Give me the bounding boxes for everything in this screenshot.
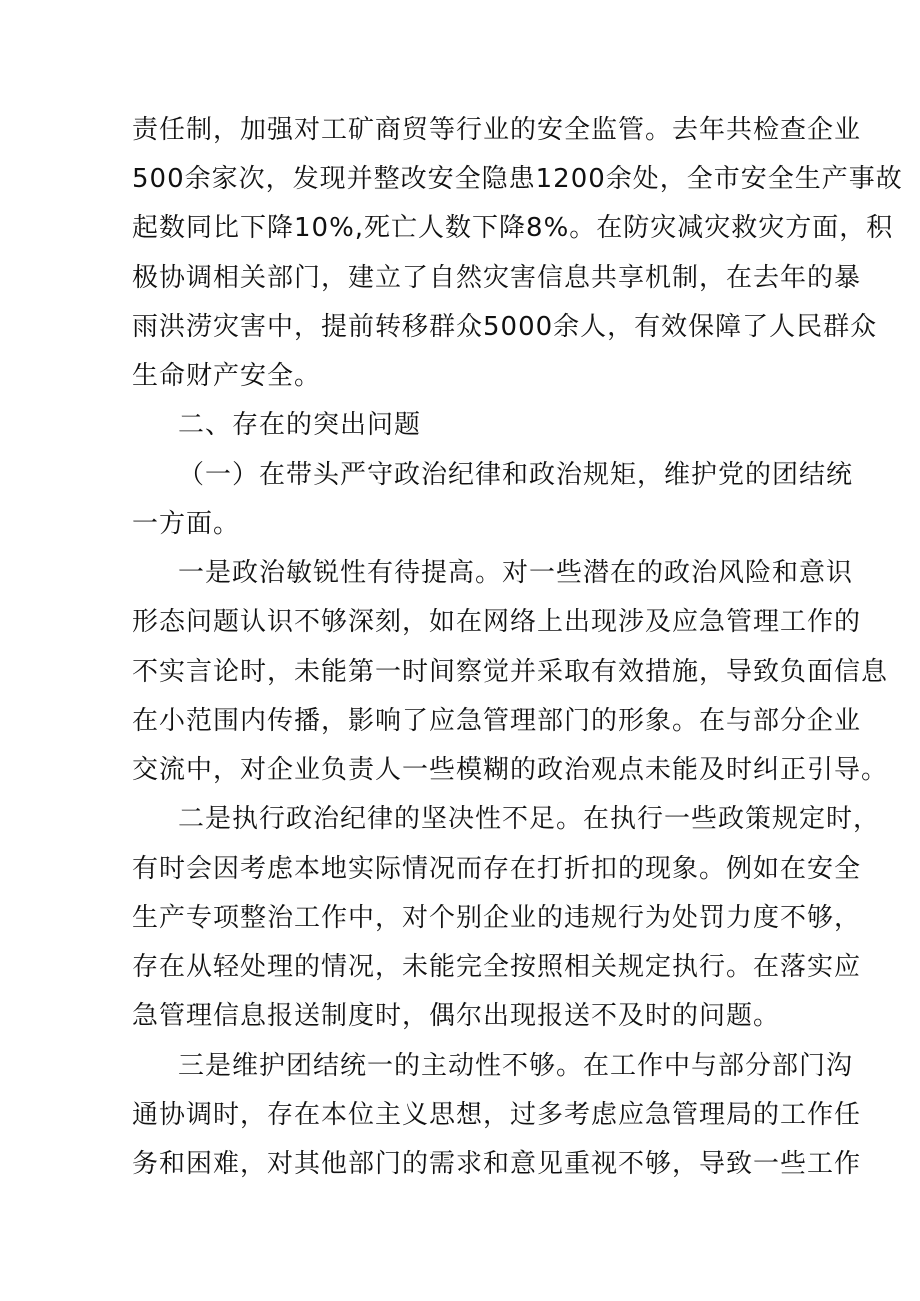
text-line: 急管理信息报送制度时，偶尔出现报送不及时的问题。 — [132, 1001, 781, 1031]
text-line: 极协调相关部门，建立了自然灾害信息共享机制，在去年的暴 — [132, 263, 862, 293]
text-line: 不实言论时，未能第一时间察觉并采取有效措施，导致负面信息 — [132, 657, 889, 687]
subsection-heading: （一）在带头严守政治纪律和政治规矩，维护党的团结统 — [178, 460, 854, 490]
text-line: 存在从轻处理的情况，未能完全按照相关规定执行。在落实应 — [132, 952, 862, 982]
text-line: 起数同比下降10%,死亡人数下降8%。在防灾减灾救灾方面，积 — [132, 213, 894, 243]
text-line: 生命财产安全。 — [132, 361, 322, 391]
text-line: 交流中，对企业负责人一些模糊的政治观点未能及时纠正引导。 — [132, 755, 889, 785]
paragraph-first-line: 三是维护团结统一的主动性不够。在工作中与部分部门沟 — [178, 1051, 854, 1081]
text-line: 有时会因考虑本地实际情况而存在打折扣的现象。例如在安全 — [132, 854, 862, 884]
text-line: 生产专项整治工作中，对个别企业的违规行为处罚力度不够， — [132, 903, 862, 933]
text-line: 务和困难，对其他部门的需求和意见重视不够，导致一些工作 — [132, 1149, 862, 1179]
text-line: 500余家次，发现并整改安全隐患1200余处，全市安全生产事故 — [132, 164, 903, 194]
paragraph-first-line: 一是政治敏锐性有待提高。对一些潜在的政治风险和意识 — [178, 558, 854, 588]
text-line: 责任制，加强对工矿商贸等行业的安全监管。去年共检查企业 — [132, 115, 862, 145]
text-line: 雨洪涝灾害中，提前转移群众5000余人，有效保障了人民群众 — [132, 312, 878, 342]
paragraph-first-line: 二是执行政治纪律的坚决性不足。在执行一些政策规定时， — [178, 804, 881, 834]
text-line: 在小范围内传播，影响了应急管理部门的形象。在与部分企业 — [132, 706, 862, 736]
text-line: 一方面。 — [132, 509, 241, 539]
text-line: 通协调时，存在本位主义思想，过多考虑应急管理局的工作任 — [132, 1100, 862, 1130]
text-line: 形态问题认识不够深刻，如在网络上出现涉及应急管理工作的 — [132, 607, 862, 637]
section-heading: 二、存在的突出问题 — [178, 410, 422, 440]
